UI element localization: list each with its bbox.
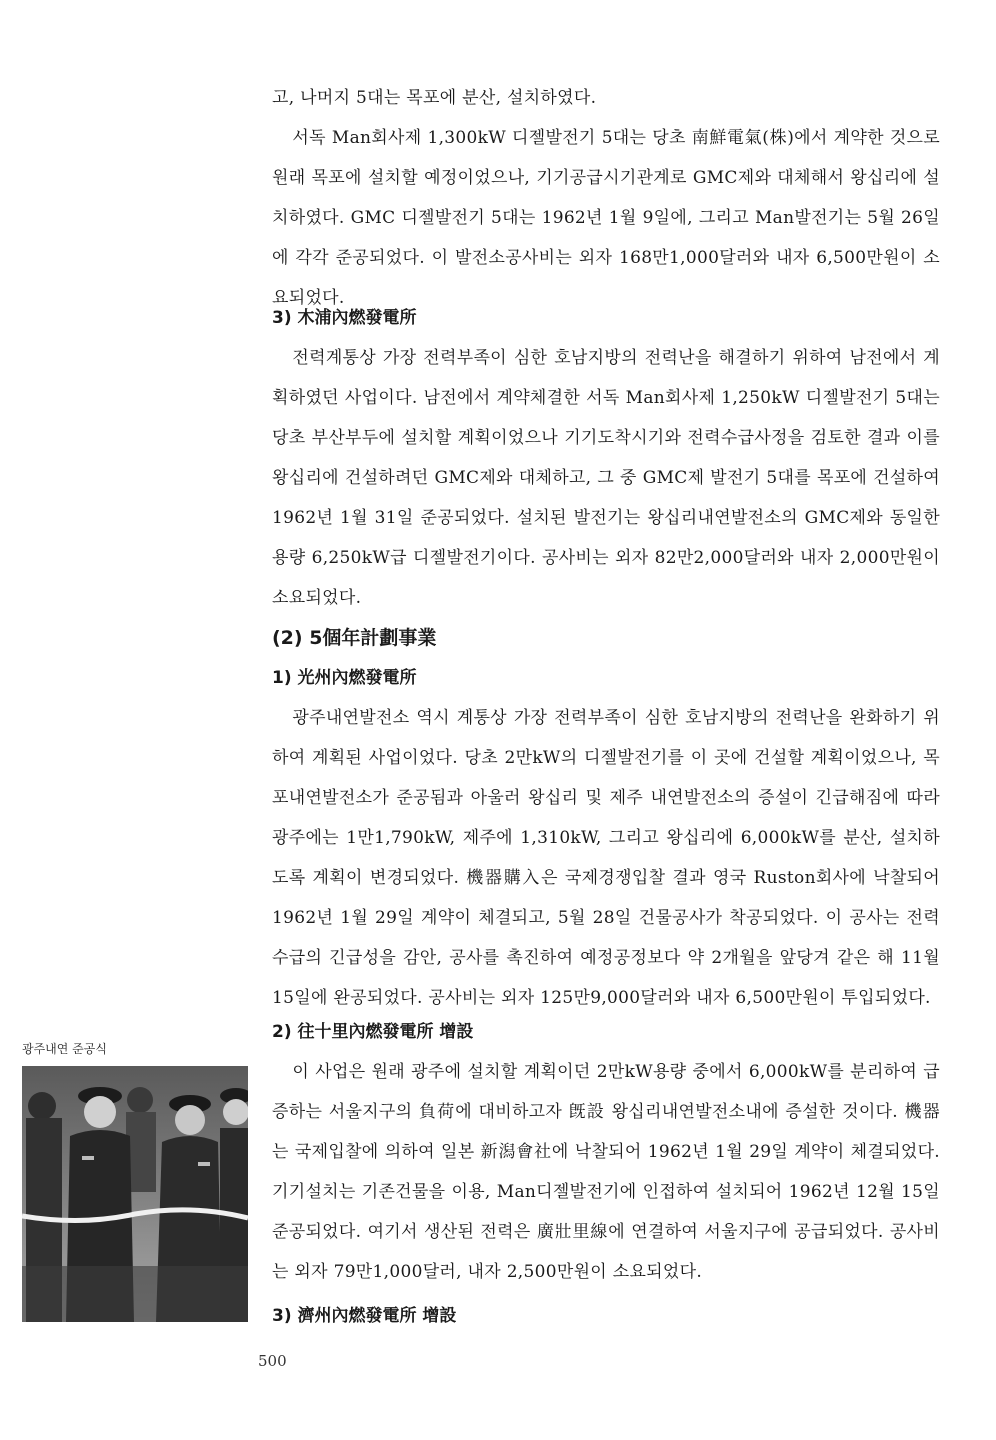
five-year-plan-section [272,618,940,1018]
gwangju-heading: 1) 光州內燃發電所 [272,668,417,688]
jeju-section [272,1296,940,1336]
photo-caption: 광주내연 준공식 [22,1042,107,1056]
top-section [272,78,940,318]
ceremony-photo [22,1066,248,1322]
continued-paragraph: 고, 나머지 5대는 목포에 분산, 설치하였다. [272,88,597,108]
mokpo-section [272,298,940,618]
gwangju-paragraph: 광주내연발전소 역시 계통상 가장 전력부족이 심한 호남지방의 전력난을 완화하기 위하여 계획된 사업이었다. 당초 2만kW의 디젤발전기를 이 곳에 건설할 계획이었으나, 목포내연발전소가 준공됨과 아울러 왕십리 및 제주 내연발전소의 증설이 긴급해짐에 따라 광주에는 1만1,790kW, 제주에 1,310kW, 그리고 왕십리에 6,000kW를 분산, 설치하도록 계획이 변경되었다. 機器購入은 국제경쟁입찰 결과 영국 Ruston회사에 낙찰되어 1962년 1월 29일 계약이 체결되고, 5월 28일 건물공사가 착공되었다. 이 공사는 전력수급의 긴급성을 감안, 공사를 촉진하여 예정공정보다 약 2개월을 앞당겨 같은 해 11월 15일에 완공되었다. 공사비는 외자 125만9,000달러와 내자 6,500만원이 투입되었다. [272,708,940,1008]
page-number: 500 [258,1352,287,1370]
five-year-plan-heading: (2) 5個年計劃事業 [272,627,437,649]
wangsimni-heading: 2) 往十里內燃發電所 增設 [272,1022,474,1042]
wangsimni-section [272,1012,940,1292]
wangsimni-paragraph: 이 사업은 원래 광주에 설치할 계획이던 2만kW용량 중에서 6,000kW를 분리하여 급증하는 서울지구의 負荷에 대비하고자 旣設 왕십리내연발전소내에 증설한 것이다. 機器는 국제입찰에 의하여 일본 新潟會社에 낙찰되어 1962년 1월 29일 계약이 체결되었다. 기기설치는 기존건물을 이용, Man디젤발전기에 인접하여 설치되어 1962년 12월 15일 준공되었다. 여기서 생산된 전력은 廣壯里線에 연결하여 서울지구에 공급되었다. 공사비는 외자 79만1,000달러, 내자 2,500만원이 소요되었다. [272,1062,940,1282]
mokpo-heading: 3) 木浦內燃發電所 [272,308,417,328]
paragraph-man-generators: 서독 Man회사제 1,300kW 디젤발전기 5대는 당초 南鮮電氣(株)에서 계약한 것으로 원래 목포에 설치할 예정이었으나, 기기공급시기관계로 GMC제와 대체해서 왕십리에 설치하였다. GMC 디젤발전기 5대는 1962년 1월 9일에, 그리고 Man발전기는 5월 26일에 각각 준공되었다. 이 발전소공사비는 외자 168만1,000달러와 내자 6,500만원이 소요되었다. [272,128,940,308]
mokpo-paragraph: 전력계통상 가장 전력부족이 심한 호남지방의 전력난을 해결하기 위하여 남전에서 계획하였던 사업이다. 남전에서 계약체결한 서독 Man회사제 1,250kW 디젤발전기 5대는 당초 부산부두에 설치할 계획이었으나 기기도착시기와 전력수급사정을 검토한 결과 이를 왕십리에 건설하려던 GMC제와 대체하고, 그 중 GMC제 발전기 5대를 목포에 건설하여 1962년 1월 31일 준공되었다. 설치된 발전기는 왕십리내연발전소의 GMC제와 동일한 용량 6,250kW급 디젤발전기이다. 공사비는 외자 82만2,000달러와 내자 2,000만원이 소요되었다. [272,348,940,608]
jeju-heading: 3) 濟州內燃發電所 增設 [272,1306,457,1326]
